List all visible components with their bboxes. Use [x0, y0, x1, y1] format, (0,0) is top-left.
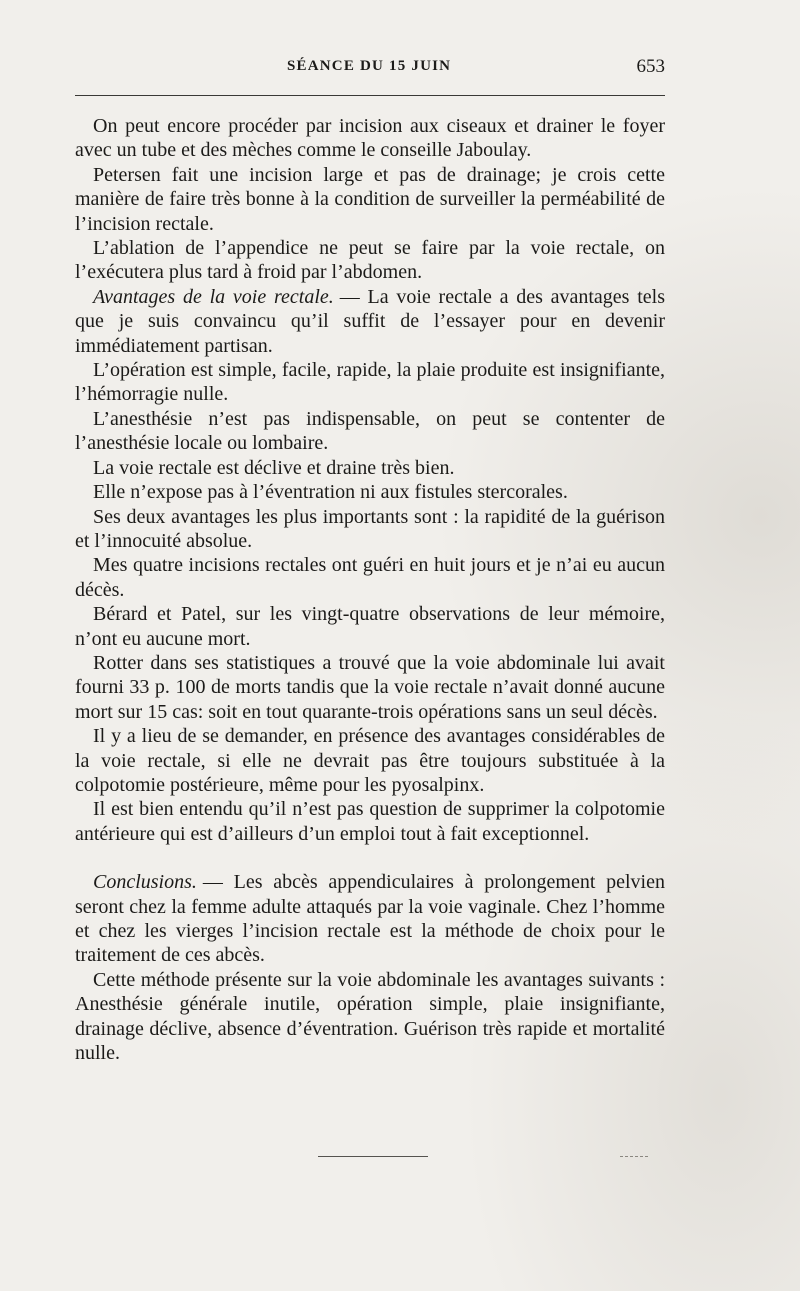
paragraph-petersen: Petersen fait une incision large et pas de drainage; je crois cette manière de faire très bonne à la condition de surveiller la perméabilité de l’incision rectale.	[75, 163, 665, 235]
paragraph-advantages-text: — La voie rectale a des avantages tels que je suis convaincu qu’il suffit de l’essayer pour en devenir immédiatement partisan.	[75, 285, 665, 357]
header-rule	[75, 95, 665, 96]
paragraph-operation-simple: L’opération est simple, facile, rapide, la plaie produite est insignifiante, l’hémorragie nulle.	[75, 359, 665, 406]
paragraph-four-incisions: Mes quatre incisions rectales ont guéri en huit jours et je n’ai eu aucun décès.	[75, 554, 665, 601]
page-number: 653	[636, 56, 665, 77]
paragraph-eventration: Elle n’expose pas à l’éventration ni aux fistules stercorales.	[93, 481, 568, 504]
body-text	[75, 114, 665, 1065]
paragraph-advantages	[75, 285, 665, 358]
paragraph-colpotomie-posterieure: Il y a lieu de se demander, en présence des avantages considérables de la voie rectale, si elle ne devrait pas être toujours substituée à la colpotomie postérieure, même pour les pyosalpinx.	[75, 725, 665, 796]
paragraph-conclusions	[75, 870, 665, 968]
paragraph-method-advantages: Cette méthode présente sur la voie abdominale les avantages suivants : Anesthésie générale inutile, opération simple, plaie insignifiante, drainage déclive, absence d’éventration. Guérison très rapide et mortalité nulle.	[75, 968, 665, 1065]
running-header	[75, 58, 665, 82]
paragraph-berard-patel: Bérard et Patel, sur les vingt-quatre observations de leur mémoire, n’ont eu aucune mort.	[75, 603, 665, 650]
paragraph-anesthesia: L’anesthésie n’est pas indispensable, on peut se contenter de l’anesthésie locale ou lombaire.	[75, 407, 665, 455]
end-rule-mark	[620, 1156, 648, 1157]
section-lead-conclusions: Conclusions.	[93, 871, 197, 894]
paragraph-colpotomie-anterieure: Il est bien entendu qu’il n’est pas question de supprimer la colpotomie antérieure qui est d’ailleurs d’un emploi tout à fait exceptionnel.	[75, 798, 665, 845]
paragraph-two-advantages: Ses deux avantages les plus importants sont : la rapidité de la guérison et l’innocuité absolue.	[75, 505, 665, 552]
running-title: SÉANCE DU 15 JUIN	[287, 58, 452, 74]
paragraph-conclusions-text: — Les abcès appendiculaires à prolongement pelvien seront chez la femme adulte attaqués par la voie vaginale. Chez l’homme et chez les vierges l’incision rectale est la méthode de choix pour le traitement de ces abcès.	[75, 871, 665, 967]
end-rule	[318, 1156, 428, 1157]
paragraph-appendix-ablation: L’ablation de l’appendice ne peut se faire par la voie rectale, on l’exécutera plus tard à froid par l’abdomen.	[75, 237, 665, 284]
paragraph-rotter: Rotter dans ses statistiques a trouvé que la voie abdominale lui avait fourni 33 p. 100 de morts tandis que la voie rectale n’avait donné aucune mort sur 15 cas: soit en tout quarante-trois opérations sans un seul décès.	[75, 651, 665, 723]
paragraph-drainage-jaboulay: On peut encore procéder par incision aux ciseaux et drainer le foyer avec un tube et des mèches comme le conseille Jaboulay.	[75, 115, 665, 162]
section-lead-advantages: Avantages de la voie rectale.	[93, 285, 334, 308]
paragraph-declive: La voie rectale est déclive et draine très bien.	[93, 456, 455, 479]
